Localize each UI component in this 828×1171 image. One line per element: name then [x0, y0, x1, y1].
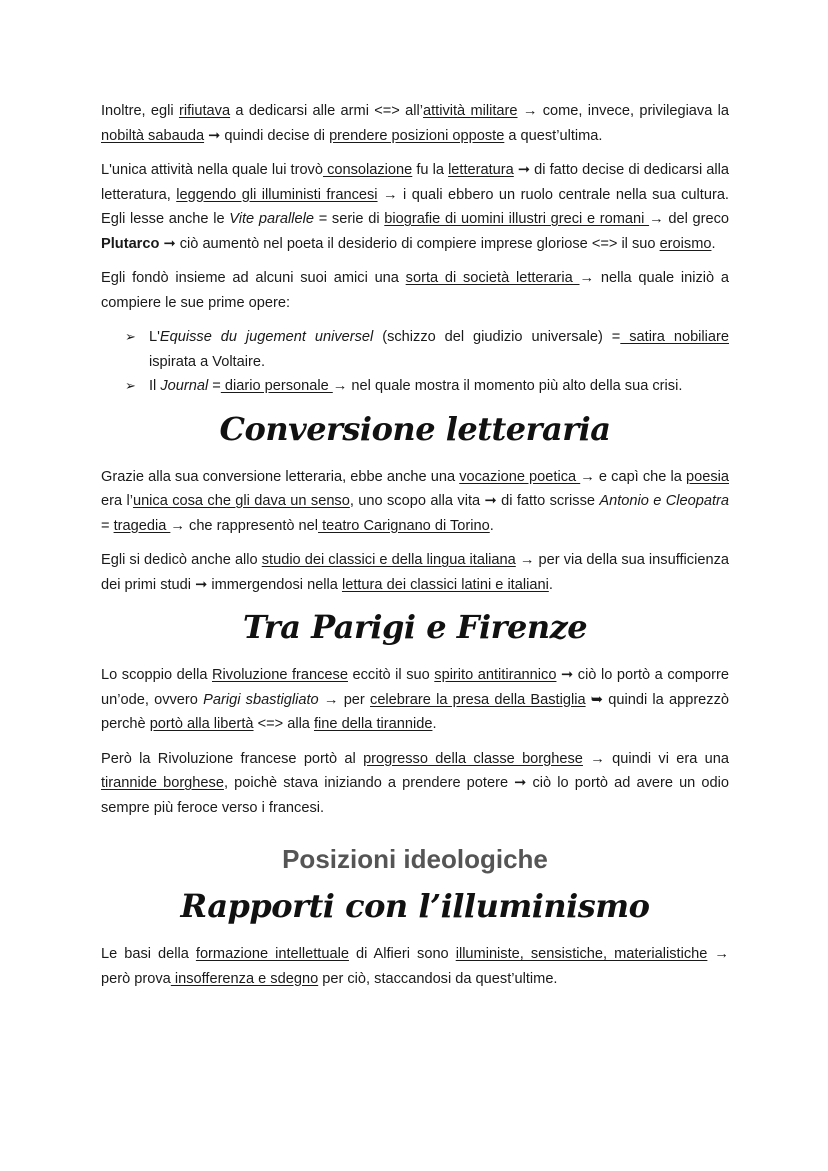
text: Grazie alla sua conversione letteraria, ebbe anche una — [101, 468, 460, 485]
underlined-text: poesia — [685, 468, 729, 485]
text: ➞ quindi decise di — [204, 127, 330, 144]
underlined-text: eroismo — [659, 235, 712, 252]
text: . — [711, 235, 716, 252]
text: → i quali ebbero un ruolo centrale nella sua cultura. Egli lesse anche le — [101, 186, 729, 227]
underlined-text: prendere posizioni opposte — [329, 127, 505, 144]
bold-text: Plutarco — [101, 235, 160, 252]
text: . — [489, 517, 494, 534]
text: Egli si dedicò anche allo — [101, 552, 262, 568]
text: a dedicarsi alle armi <=> all’ — [230, 103, 423, 119]
underlined-text: portò alla libertà — [149, 716, 254, 732]
text: era l’ — [101, 493, 133, 509]
paragraph-letteratura — [101, 158, 729, 256]
underlined-text: insofferenza e sdegno — [170, 970, 319, 987]
underlined-text: sorta di società letteraria — [405, 270, 580, 286]
text: → del greco — [649, 211, 730, 227]
works-list — [101, 325, 729, 399]
underlined-text: Rivoluzione francese — [212, 667, 348, 683]
paragraph-tirannide-borghese — [101, 747, 729, 821]
text: ➥ quindi la apprezzò perchè — [101, 691, 730, 732]
text: Egli fondò insieme ad alcuni suoi amici una — [101, 270, 406, 286]
paragraph-societa-letteraria — [101, 266, 729, 315]
underlined-text: diario personale — [220, 378, 333, 394]
underlined-text: consolazione — [322, 162, 413, 178]
underlined-text: formazione intellettuale — [195, 946, 349, 962]
text: . — [548, 576, 553, 593]
text: → nella quale iniziò a compiere le sue prime opere: — [101, 270, 729, 311]
italic-title: Antonio e Cleopatra — [599, 493, 730, 509]
italic-title: Journal — [160, 378, 209, 394]
text: Inoltre, egli — [101, 103, 179, 119]
underlined-text: studio dei classici e della lingua italiana — [261, 552, 516, 568]
underlined-text: spirito antitirannico — [434, 667, 557, 683]
text: → e capì che la — [580, 468, 686, 485]
paragraph-vocazione-poetica — [101, 465, 729, 539]
text: ➞ di fatto decise di dedicarsi alla letteratura, — [101, 162, 730, 203]
text: per ciò, staccandosi da quest’ultime. — [318, 970, 558, 987]
text: L' — [149, 329, 160, 345]
underlined-text: unica cosa che gli dava un senso — [132, 493, 350, 509]
text: = — [101, 517, 114, 534]
underlined-text: fine della tirannide — [313, 716, 433, 732]
underlined-text: tragedia — [113, 517, 171, 534]
text: Però la Rivoluzione francese portò al — [101, 750, 364, 767]
text: , poichè stava iniziando a prendere potere ➞ ciò lo portò ad avere un odio sempre più feroce verso i francesi. — [101, 775, 730, 816]
text: Il — [149, 378, 161, 394]
text: → quindi vi era una — [582, 750, 729, 767]
text: . — [432, 716, 437, 732]
heading-tra-parigi-e-firenze: Tra Parigi e Firenze — [242, 608, 588, 646]
underlined-text: satira nobiliare — [620, 329, 729, 345]
underlined-text: tirannide borghese — [101, 775, 224, 791]
text: = serie di — [314, 211, 385, 227]
text: ➞ ciò aumentò nel poeta il desiderio di compiere imprese gloriose <=> il suo — [159, 235, 660, 252]
list-item — [101, 374, 729, 399]
list-item — [101, 325, 729, 374]
underlined-text: illuministe, sensistiche, materialistiche — [455, 946, 708, 962]
underlined-text: rifiutava — [178, 103, 231, 119]
heading-posizioni-ideologiche: Posizioni ideologiche — [282, 844, 548, 874]
text: → però prova — [101, 946, 730, 987]
text: Le basi della — [101, 946, 196, 962]
text: → per via della sua insufficienza dei primi studi ➞ immergendosi nella — [101, 552, 729, 593]
heading-rapporti-illuminismo: Rapporti con l’illuminismo — [180, 887, 650, 925]
underlined-text: vocazione poetica — [459, 468, 581, 485]
underlined-text: nobiltà sabauda — [101, 127, 205, 144]
paragraph-rifiuto-armi — [101, 99, 729, 148]
text: ➞ ciò lo portò a comporre un’ode, ovvero — [101, 667, 729, 708]
heading-conversione-letteraria: Conversione letteraria — [219, 409, 611, 448]
text: ispirata a Voltaire. — [149, 353, 266, 370]
text: fu la — [412, 162, 449, 178]
paragraph-studio-classici — [101, 548, 729, 597]
text: di Alfieri sono — [348, 946, 456, 962]
text: <=> alla — [253, 716, 314, 732]
underlined-text: celebrare la presa della Bastiglia — [370, 691, 586, 708]
underlined-text: attività militare — [422, 103, 518, 119]
text: = — [208, 378, 221, 394]
arrow-bullet-icon: ➢ — [125, 329, 136, 344]
document-body — [101, 99, 729, 1001]
italic-title: Equisse du jugement universel — [159, 329, 374, 345]
text: eccitò il suo — [347, 667, 435, 683]
text: Lo scoppio della — [101, 667, 212, 683]
text: → nel quale mostra il momento più alto della sua crisi. — [332, 378, 683, 394]
underlined-text: letteratura — [448, 162, 514, 178]
paragraph-formazione-intellettuale — [101, 942, 729, 991]
underlined-text: teatro Carignano di Torino — [318, 517, 490, 534]
paragraph-rivoluzione — [101, 663, 729, 737]
text: L'unica attività nella quale lui trovò — [101, 162, 323, 178]
underlined-text: biografie di uomini illustri greci e romani — [384, 211, 650, 227]
text: → per — [318, 691, 371, 708]
underlined-text: leggendo gli illuministi francesi — [176, 186, 378, 203]
text: (schizzo del giudizio universale) = — [373, 329, 621, 345]
text: → che rappresentò nel — [170, 517, 319, 534]
arrow-bullet-icon: ➢ — [125, 378, 136, 393]
text: a quest’ultima. — [504, 127, 603, 144]
underlined-text: progresso della classe borghese — [363, 750, 583, 767]
italic-title: Parigi sbastigliato — [203, 691, 319, 708]
underlined-text: lettura dei classici latini e italiani — [341, 576, 549, 593]
text: → come, invece, privilegiava la — [517, 103, 730, 119]
italic-title: Vite parallele — [229, 211, 315, 227]
text: , uno scopo alla vita ➞ di fatto scrisse — [349, 493, 600, 509]
